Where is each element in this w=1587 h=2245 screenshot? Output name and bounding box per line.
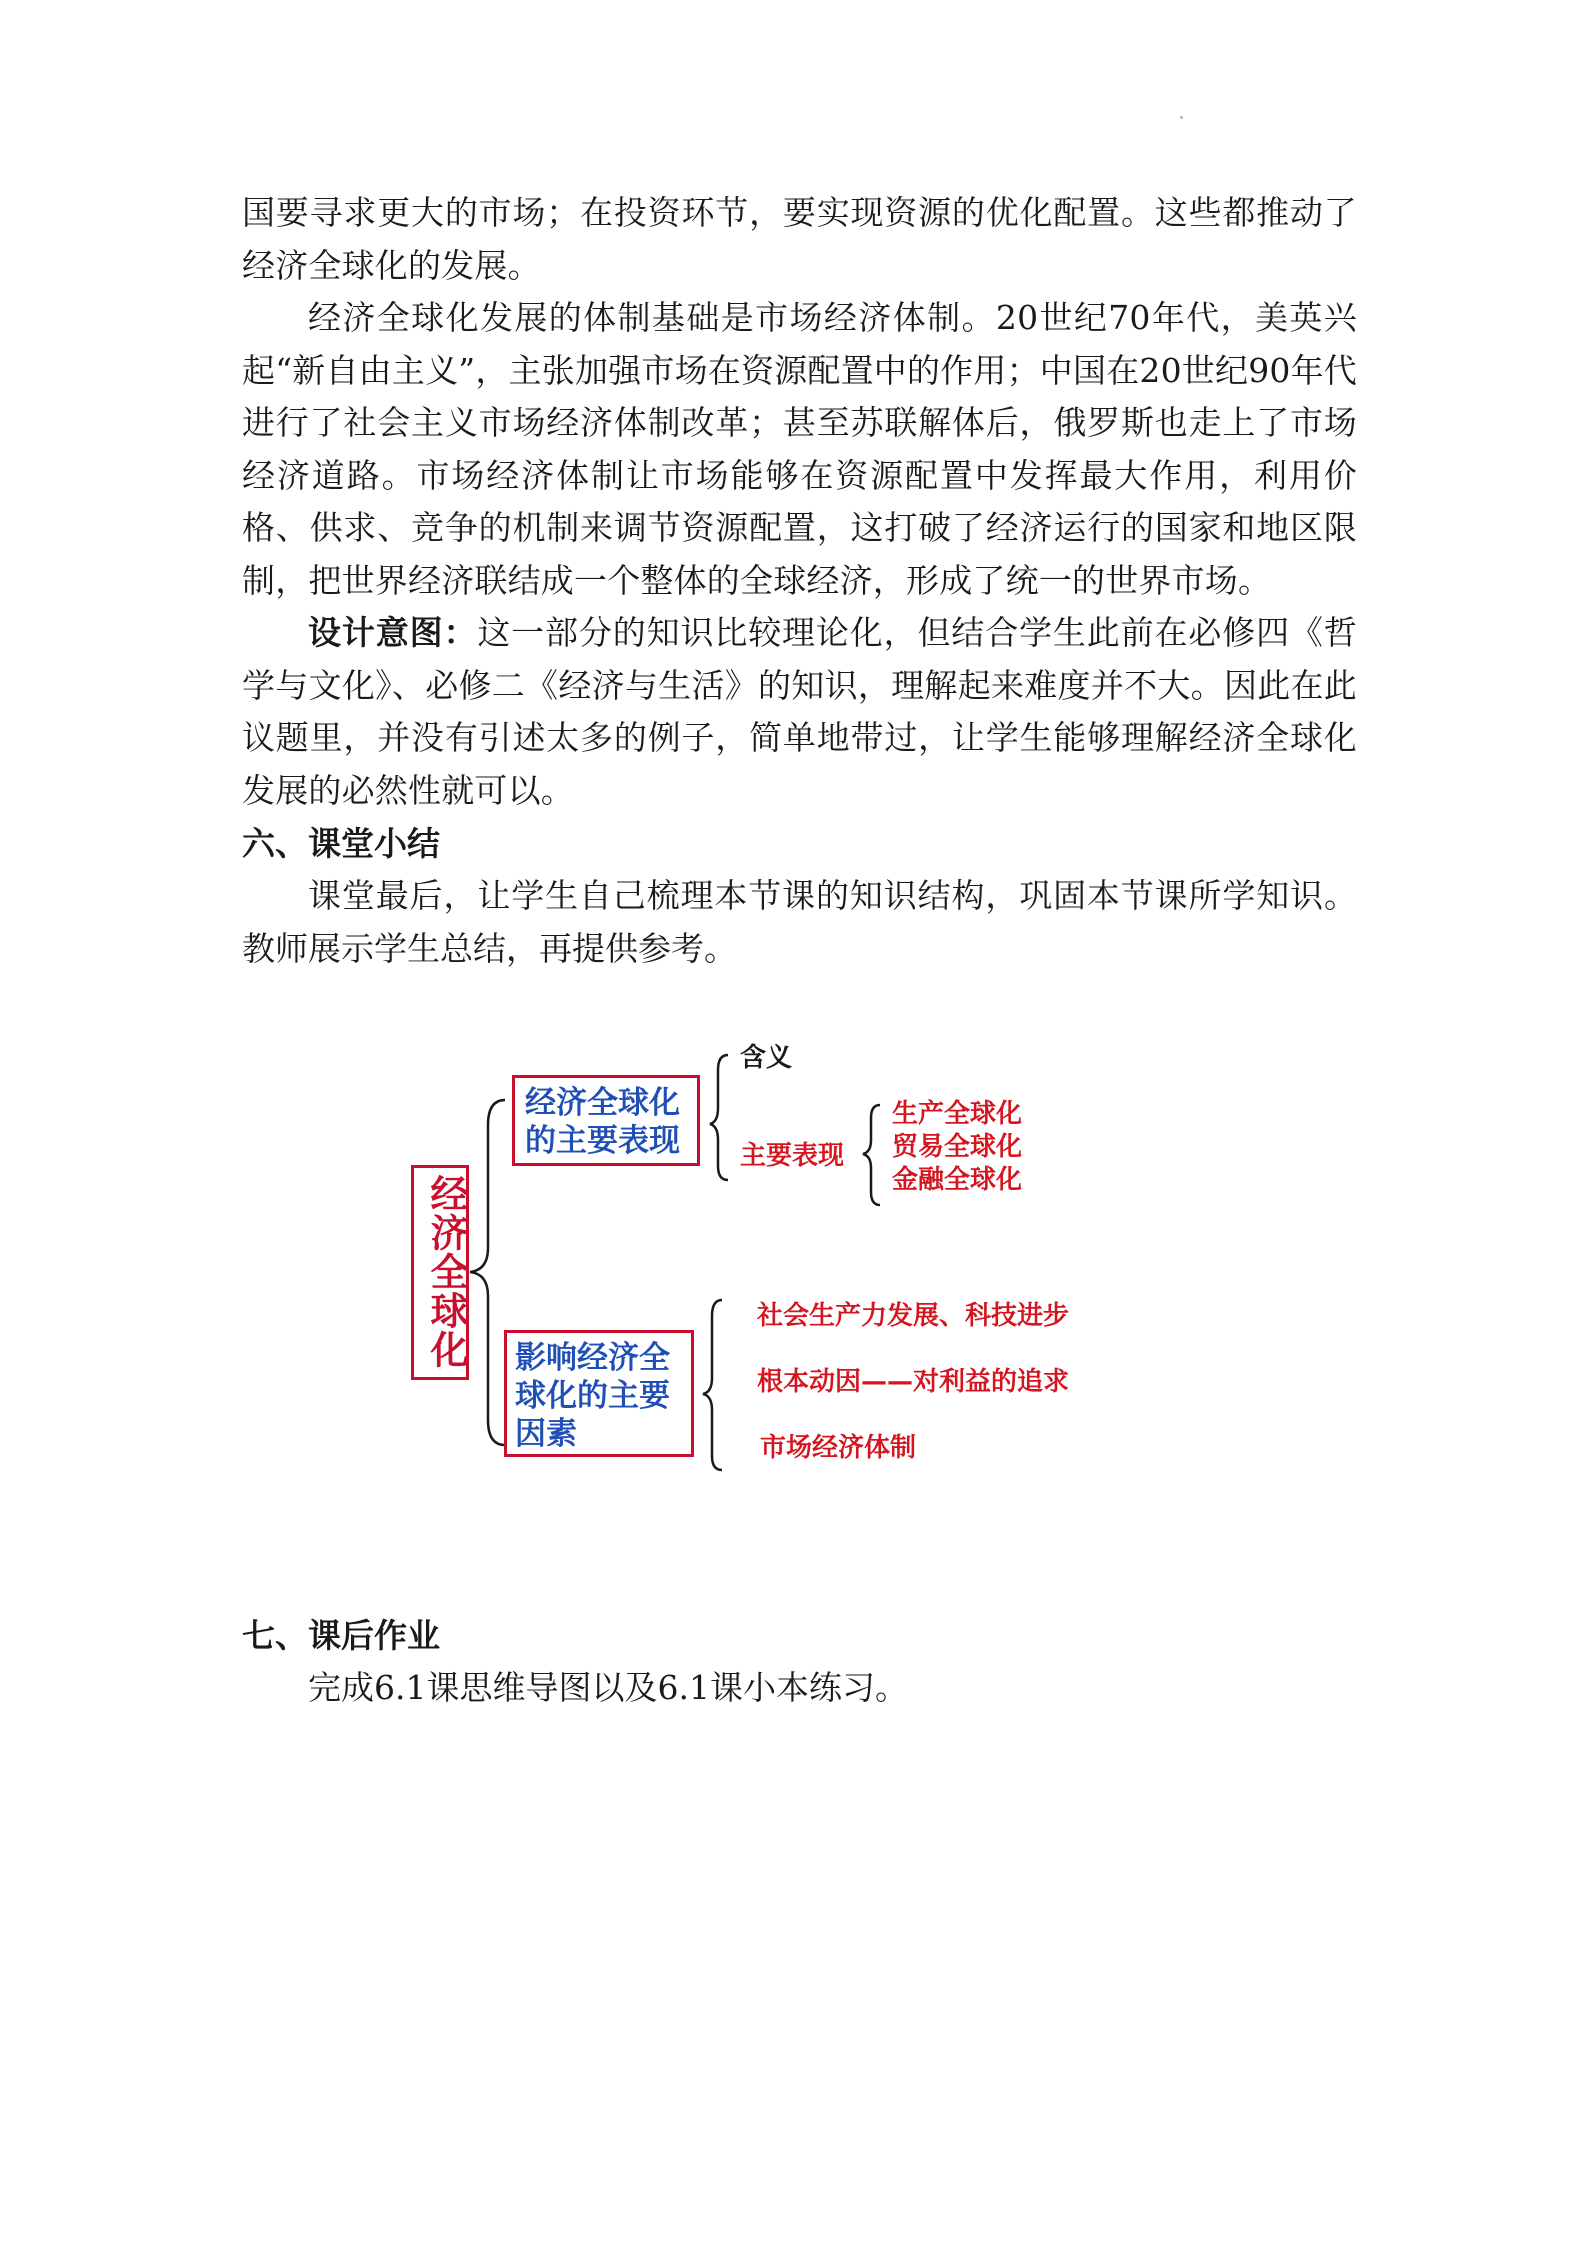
paragraph-summary: 课堂最后，让学生自己梳理本节课的知识结构，巩固本节课所学知识。教师展示学生总结，再提供参考。 bbox=[242, 876, 1357, 968]
node-main-forms: 主要表现 bbox=[740, 1141, 845, 1171]
node-trade-globalization: 贸易全球化 bbox=[892, 1132, 1023, 1162]
node-finance-globalization: 金融全球化 bbox=[892, 1165, 1023, 1195]
node-productivity-tech: 社会生产力发展、科技进步 bbox=[757, 1301, 1070, 1331]
forms-brace bbox=[863, 1105, 880, 1205]
paragraph-continued: 国要寻求更大的市场；在投资环节，要实现资源的优化配置。这些都推动了经济全球化的发展。 bbox=[242, 193, 1357, 285]
design-intent-label: 设计意图： bbox=[308, 613, 478, 652]
mind-map-root: 经济全球化 bbox=[411, 1165, 469, 1380]
paragraph-homework: 完成6.1课思维导图以及6.1课小本练习。 bbox=[308, 1668, 908, 1707]
design-intent-text: 这一部分的知识比较理论化，但结合学生此前在必修四《哲学与文化》、必修二《经济与生活》的知识，理解起来难度并不大。因此在此议题里，并没有引述太多的例子，简单地带过，让学生能够理解经济全球化发展的必然性就可以。 bbox=[242, 613, 1358, 810]
branch1-brace bbox=[710, 1055, 728, 1180]
branch2-brace bbox=[703, 1300, 722, 1470]
node-production-globalization: 生产全球化 bbox=[892, 1099, 1023, 1129]
node-market-economy: 市场经济体制 bbox=[760, 1433, 917, 1463]
section-heading-homework: 七、课后作业 bbox=[242, 1616, 440, 1655]
branch-main-forms: 经济全球化的主要表现 bbox=[512, 1075, 700, 1166]
branch-main-factors: 影响经济全球化的主要因素 bbox=[504, 1330, 694, 1457]
section-heading-summary: 六、课堂小结 bbox=[242, 824, 440, 863]
node-meaning: 含义 bbox=[740, 1043, 793, 1073]
node-fundamental-motive: 根本动因——对利益的追求 bbox=[757, 1367, 1070, 1397]
paragraph-market-economy: 经济全球化发展的体制基础是市场经济体制。20世纪70年代，美英兴起“新自由主义”，主张加强市场在资源配置中的作用；中国在20世纪90年代进行了社会主义市场经济体制改革；甚至苏联解体后，俄罗斯也走上了市场经济道路。市场经济体制让市场能够在资源配置中发挥最大作用，利用价格、供求、竞争的机制来调节资源配置，这打破了经济运行的国家和地区限制，把世界经济联结成一个整体的全球经济，形成了统一的世界市场。 bbox=[242, 298, 1357, 600]
root-brace bbox=[470, 1100, 505, 1445]
